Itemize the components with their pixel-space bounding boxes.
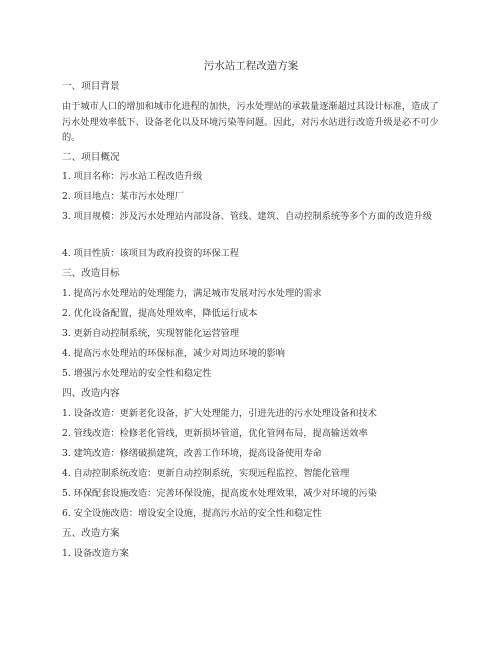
overview-item: 1. 项目名称：污水站工程改造升级 bbox=[62, 171, 203, 182]
document-title: 污水站工程改造方案 bbox=[203, 60, 299, 72]
section-heading-plan: 五、改造方案 bbox=[62, 528, 120, 539]
goal-item: 1. 提高污水处理站的处理能力，满足城市发展对污水处理的需求 bbox=[62, 288, 322, 299]
content-item: 4. 自动控制系统改造：更新自动控制系统，实现远程监控、智能化管理 bbox=[62, 468, 350, 479]
section-heading-goals: 三、改造目标 bbox=[62, 268, 120, 279]
content-item: 1. 设备改造：更新老化设备，扩大处理能力，引进先进的污水处理设备和技术 bbox=[62, 408, 377, 419]
content-item: 5. 环保配套设施改造：完善环保设施，提高废水处理效果，减少对环境的污染 bbox=[62, 488, 377, 499]
goal-item: 5. 增强污水处理站的安全性和稳定性 bbox=[62, 368, 212, 379]
section-heading-background: 一、项目背景 bbox=[62, 81, 120, 92]
content-item: 2. 管线改造：检修老化管线，更新损坏管道，优化管网布局，提高输送效率 bbox=[62, 428, 368, 439]
plan-item: 1. 设备改造方案 bbox=[62, 548, 129, 559]
goal-item: 4. 提高污水处理站的环保标准，减少对周边环境的影响 bbox=[62, 348, 285, 359]
goal-item: 3. 更新自动控制系统，实现智能化运营管理 bbox=[62, 328, 240, 339]
background-paragraph: 由于城市人口的增加和城市化进程的加快，污水处理站的承载量逐渐超过其设计标准，造成了污水处理效率低下、设备老化以及环境污染等问题。因此，对污水站进行改造升级是必不可少的。 bbox=[62, 101, 439, 143]
content-item: 3. 建筑改造：修缮破损建筑，改善工作环境，提高设备使用寿命 bbox=[62, 448, 322, 459]
section-heading-overview: 二、项目概况 bbox=[62, 152, 120, 163]
overview-item: 2. 项目地点：某市污水处理厂 bbox=[62, 191, 184, 202]
goal-item: 2. 优化设备配置，提高处理效率，降低运行成本 bbox=[62, 308, 258, 319]
overview-item: 3. 项目规模：涉及污水处理站内部设备、管线、建筑、自动控制系统等多个方面的改造升级 bbox=[62, 211, 432, 222]
section-heading-content: 四、改造内容 bbox=[62, 388, 120, 399]
content-item: 6. 安全设施改造：增设安全设施，提高污水站的安全性和稳定性 bbox=[62, 508, 322, 519]
overview-item: 4. 项目性质：该项目为政府投资的环保工程 bbox=[62, 248, 240, 259]
